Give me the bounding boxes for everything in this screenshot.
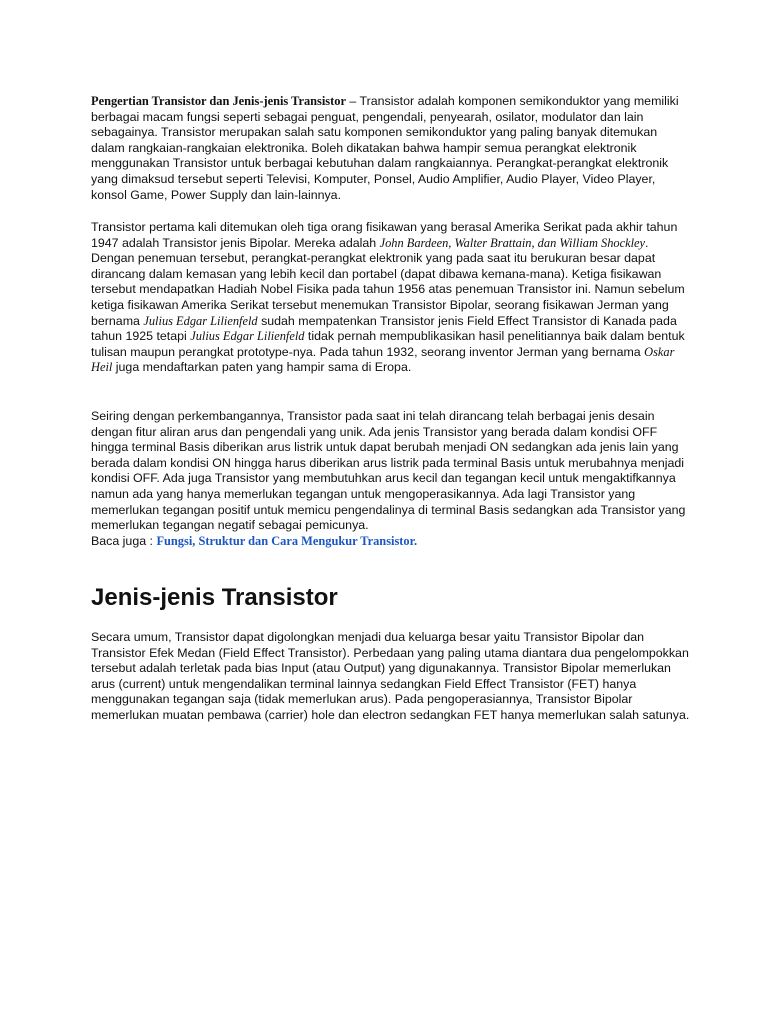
history-text-3: sudah mempatenkan Transistor jenis Field Effect Transistor di Kanada pada tahun 1925 tetapi <box>91 313 677 344</box>
intro-paragraph <box>91 94 691 203</box>
lilienfeld-name-1: Julius Edgar Lilienfeld <box>143 313 258 328</box>
intro-lead: Pengertian Transistor dan Jenis-jenis Transistor <box>91 94 346 108</box>
development-paragraph <box>91 409 691 549</box>
heil-name: Oskar Heil <box>91 344 675 375</box>
history-text-5: juga mendaftarkan paten yang hampir sama di Eropa. <box>112 360 412 375</box>
development-text: Seiring dengan perkembangannya, Transistor pada saat ini telah dirancang telah berbagai jenis desain dengan fitur aliran arus dan pengendali yang unik. Ada jenis Transistor yang berada dalam kondisi OFF hingga terminal Basis diberikan arus listrik untuk dapat berubah menjadi ON sedangkan ada jenis lain yang berada dalam kondisi ON hingga harus diberikan arus listrik pada terminal Basis untuk merubahnya menjadi kondisi OFF. Ada juga Transistor yang membutuhkan arus kecil dan tegangan kecil untuk mengaktifkannya namun ada yang hanya memerlukan tegangan untuk mengoperasikannya. Ada lagi Transistor yang memerlukan tegangan positif untuk memicu pengendalinya di terminal Basis sedangkan ada Transistor yang memerlukan tegangan negatif sebagai pemicunya. <box>91 409 686 533</box>
see-also-link[interactable]: Fungsi, Struktur dan Cara Mengukur Transistor. <box>156 533 418 548</box>
section-heading: Jenis-jenis Transistor <box>91 584 338 611</box>
history-text-2: . Dengan penemuan tersebut, perangkat-perangkat elektronik yang pada saat itu berukuran besar dapat dirancang dalam kemasan yang lebih kecil dan portabel (dapat dibawa kemana-mana). Ketiga fisikawan tersebut mendapatkan Hadiah Nobel Fisika pada tahun 1956 atas penemuan Transistor ini. Namun sebelum ketiga fisikawan Amerika Serikat tersebut menemukan Transistor Bipolar, seorang fisikawan Jerman yang bernama <box>91 235 685 328</box>
history-paragraph <box>91 220 691 376</box>
intro-text: – Transistor adalah komponen semikonduktor yang memiliki berbagai macam fungsi seperti sebagai penguat, pengendali, penyearah, osilator, modulator dan lain sebagainya. Transistor merupakan salah satu komponen semikonduktor yang paling banyak ditemukan dalam rangkaian-rangkaian elektronika. Boleh dikatakan bahwa hampir semua perangkat elektronik menggunakan Transistor untuk berbagai kebutuhan dalam rangkaiannya. Perangkat-perangkat elektronik yang dimaksud tersebut seperti Televisi, Komputer, Ponsel, Audio Amplifier, Audio Player, Video Player, konsol Game, Power Supply dan lain-lainnya. <box>91 94 679 202</box>
history-text-1: Transistor pertama kali ditemukan oleh tiga orang fisikawan yang berasal Amerika Serikat pada akhir tahun 1947 adalah Transistor jenis Bipolar. Mereka adalah <box>91 220 678 250</box>
see-also-label: Baca juga : <box>91 533 157 548</box>
history-text-4: tidak pernah mempublikasikan hasil penelitiannya baik dalam bentuk tulisan maupun perangkat prototype-nya. Pada tahun 1932, seorang inventor Jerman yang bernama <box>91 329 685 359</box>
lilienfeld-name-2: Julius Edgar Lilienfeld <box>190 329 305 344</box>
types-paragraph: Secara umum, Transistor dapat digolongkan menjadi dua keluarga besar yaitu Transistor Bipolar dan Transistor Efek Medan (Field Effect Transistor). Perbedaan yang paling utama diantara dua pengelompokkan tersebut adalah terletak pada bias Input (atau Output) yang digunakannya. Transistor Bipolar memerlukan arus (current) untuk mengendalikan terminal lainnya sedangkan Field Effect Transistor (FET) hanya menggunakan tegangan saja (tidak memerlukan arus). Pada pengoperasiannya, Transistor Bipolar memerlukan muatan pembawa (carrier) hole dan electron sedangkan FET hanya memerlukan salah satunya. <box>91 630 690 722</box>
inventors-names: John Bardeen, Walter Brattain, dan William Shockley <box>379 235 646 250</box>
